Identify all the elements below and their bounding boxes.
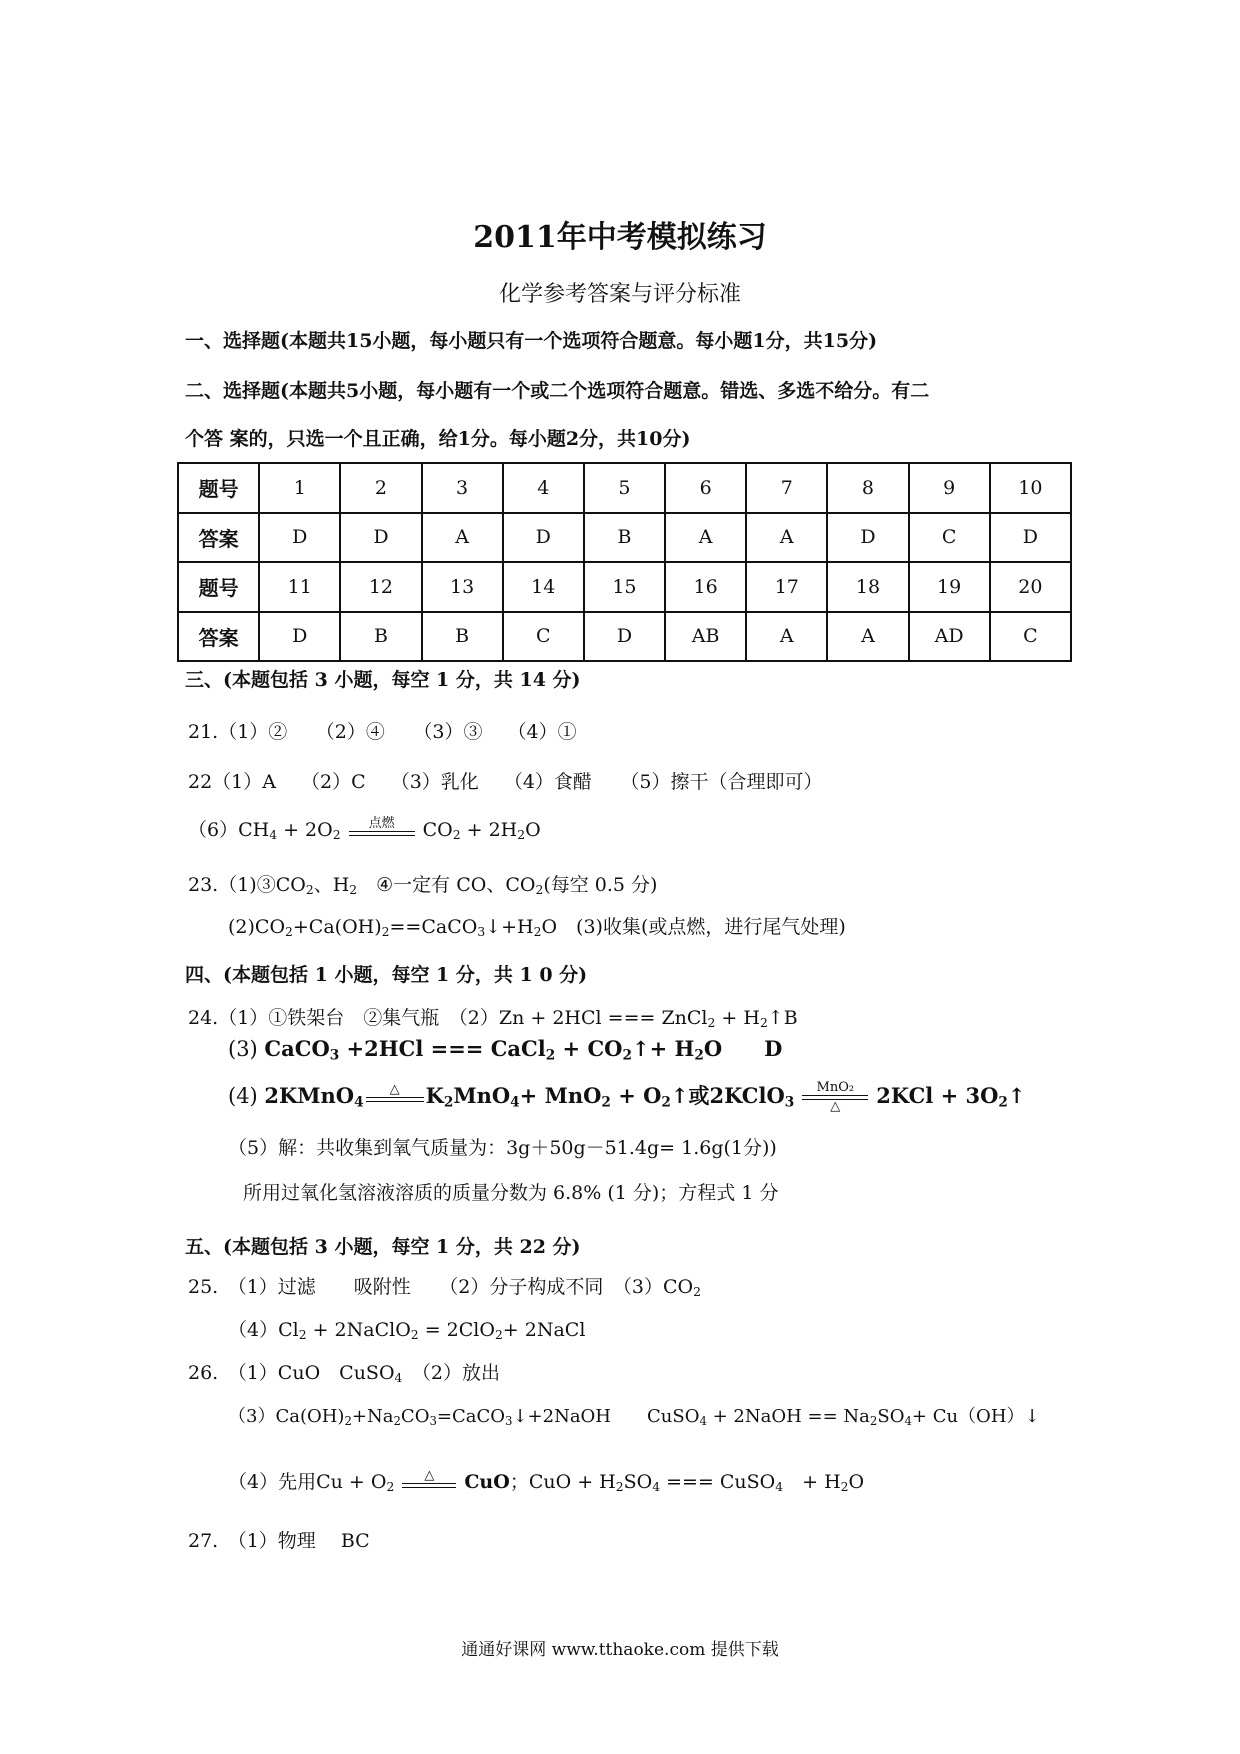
- table-cell: 11: [259, 562, 340, 612]
- page-title: 2011年中考模拟练习: [473, 220, 767, 255]
- table-cell: 6: [665, 463, 746, 513]
- table-cell: 16: [665, 562, 746, 612]
- table-row: [178, 463, 1071, 513]
- table-cell: 10: [990, 463, 1071, 513]
- answer-q22-b: $(6)CH_4 + 2O_2$ 点燃 $CO_2 + 2H_2O$: [188, 815, 541, 846]
- table-cell: 20: [990, 562, 1071, 612]
- table-cell: D: [503, 513, 584, 563]
- table-cell: 17: [746, 562, 827, 612]
- table-cell: D: [827, 513, 908, 563]
- table-cell: 4: [503, 463, 584, 513]
- section-4-heading: 四、(本题包括 1 小题，每空 1 分，共 1 0 分): [185, 964, 588, 986]
- table-cell: 19: [909, 562, 990, 612]
- table-row-label: 题号: [178, 562, 259, 612]
- table-cell: D: [259, 513, 340, 563]
- section-3-heading: 三、(本题包括 3 小题，每空 1 分，共 14 分): [185, 669, 581, 691]
- table-cell: 5: [584, 463, 665, 513]
- answer-q24-a: 24.（1）①铁架台 ②集气瓶 （2）Zn + 2HCl === ZnCl$_2$ + $H_2↑B$: [188, 1007, 798, 1031]
- table-row: [178, 513, 1071, 563]
- table-row-label: 答案: [178, 612, 259, 662]
- heat-condition-arrow: △: [366, 1083, 424, 1112]
- answer-q22-a: 22（1）A （2）C （3）乳化 （4）食醋 （5）擦干（合理即可）: [188, 771, 823, 793]
- section-2-heading-line1: 二、选择题(本题共5小题，每小题有一个或二个选项符合题意。错选、多选不给分。有二: [185, 380, 930, 402]
- table-cell: C: [990, 612, 1071, 662]
- table-row-label: 答案: [178, 513, 259, 563]
- table-cell: A: [827, 612, 908, 662]
- reaction-condition-arrow: 点燃: [349, 817, 415, 846]
- table-cell: D: [584, 612, 665, 662]
- section-2-heading-line2: 个答 案的，只选一个且正确，给1分。每小题2分，共10分): [185, 428, 691, 450]
- answer-q27: 27. （1）物理 BC: [188, 1530, 370, 1552]
- table-cell: D: [259, 612, 340, 662]
- answer-q21: 21.（1）② （2）④ （3）③ （4）①: [188, 721, 577, 743]
- answer-q24-d: （5）解：共收集到氧气质量为：3g＋50g－51.4g= 1.6g(1分)): [228, 1137, 777, 1159]
- table-cell: D: [340, 513, 421, 563]
- answer-q26-b: $(3)Ca(OH)_2+Na_2CO_3=CaCO_3↓+2NaOH$ CuSO$_4$ + 2NaOH == $Na_2SO_4+$ Cu（OH）↓: [228, 1406, 1040, 1428]
- table-cell: 13: [422, 562, 503, 612]
- answer-q24-c: (4) 2KMnO$_4$ △ $K_2MnO_4+ MnO_2$ + $O_2↑$或2KClO$_3$ MnO₂ △ $2KCl + 3O_2↑$: [228, 1080, 1026, 1114]
- footer-credit: 通通好课网 www.tthaoke.com 提供下载: [461, 1640, 779, 1660]
- answer-q25-a: 25. （1）过滤 吸附性 （2）分子构成不同 $(3)CO_2$: [188, 1276, 701, 1300]
- section-5-heading: 五、(本题包括 3 小题，每空 1 分，共 22 分): [185, 1236, 581, 1258]
- table-cell: B: [422, 612, 503, 662]
- table-cell: C: [909, 513, 990, 563]
- table-cell: 1: [259, 463, 340, 513]
- catalyst-condition-arrow: MnO₂ △: [802, 1081, 868, 1114]
- table-cell: 18: [827, 562, 908, 612]
- section-1-heading: 一、选择题(本题共15小题，每小题只有一个选项符合题意。每小题1分，共15分): [185, 330, 878, 352]
- answer-table: [177, 462, 1072, 662]
- answer-q25-b: $(4)Cl_2$ + 2NaClO$_2$ = 2ClO$_2$+ 2NaCl: [228, 1319, 586, 1343]
- table-cell: D: [990, 513, 1071, 563]
- heat-condition-arrow: △: [402, 1469, 456, 1498]
- table-cell: 7: [746, 463, 827, 513]
- table-row: [178, 562, 1071, 612]
- table-cell: A: [665, 513, 746, 563]
- table-cell: AB: [665, 612, 746, 662]
- table-cell: B: [584, 513, 665, 563]
- answer-q23-a: $23.(1)③CO_2$、$H_2$ ④一定有 CO、$CO_2$(每空 0.5 分): [188, 874, 658, 898]
- table-cell: A: [746, 612, 827, 662]
- table-cell: 8: [827, 463, 908, 513]
- table-cell: 14: [503, 562, 584, 612]
- table-cell: AD: [909, 612, 990, 662]
- answer-q23-b: $(2)CO_2+Ca(OH)_2==CaCO_3↓+H_2O$ (3)收集(或点燃，进行尾气处理): [228, 916, 846, 940]
- answer-q24-e: 所用过氧化氢溶液溶质的质量分数为 6.8% (1 分)；方程式 1 分: [243, 1182, 779, 1204]
- table-cell: 9: [909, 463, 990, 513]
- table-cell: A: [422, 513, 503, 563]
- table-row-label: 题号: [178, 463, 259, 513]
- answer-q24-b: (3) CaCO$_3$ +2HCl === CaCl$_2$ + $CO_2↑+ H_2O$ D: [228, 1036, 783, 1064]
- table-cell: 2: [340, 463, 421, 513]
- table-cell: B: [340, 612, 421, 662]
- table-cell: 12: [340, 562, 421, 612]
- table-row: [178, 612, 1071, 662]
- answer-q26-a: 26. （1）CuO CuSO$_4$ （2）放出: [188, 1362, 500, 1386]
- table-cell: 3: [422, 463, 503, 513]
- table-cell: C: [503, 612, 584, 662]
- table-cell: A: [746, 513, 827, 563]
- table-cell: 15: [584, 562, 665, 612]
- answer-q26-c: （4）先用$Cu + O_2$ △ CuO；CuO + $H_2SO_4$ === CuSO$_4$ + $H_2O$: [228, 1467, 864, 1498]
- page-subtitle: 化学参考答案与评分标准: [498, 282, 741, 307]
